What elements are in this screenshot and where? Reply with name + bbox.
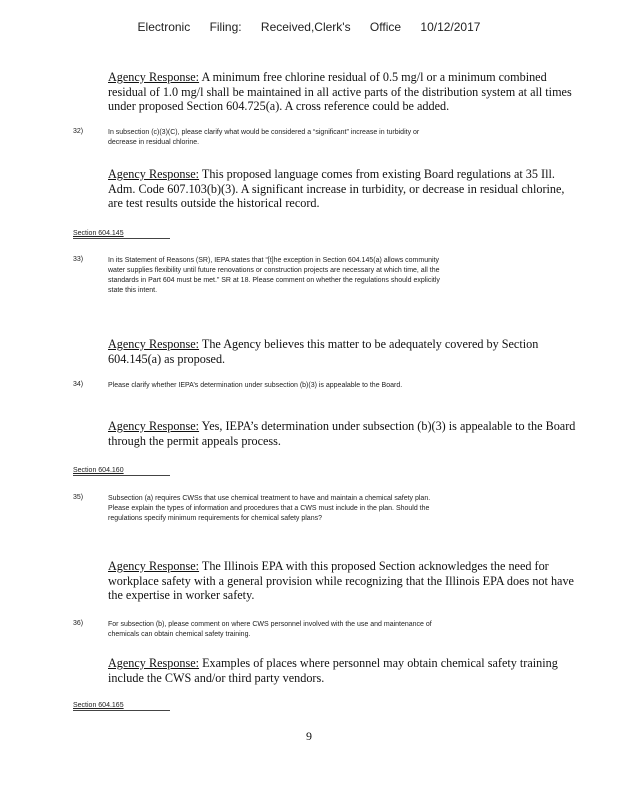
agency-response-3 [108,337,578,366]
question-36: For subsection (b), please comment on where CWS personnel involved with the use and maintenance of chemicals can obtain chemical safety training. [108,621,432,638]
response-label: Agency Response: [108,70,200,84]
filing-header [0,20,618,34]
agency-response-1 [108,70,578,114]
response-label: Agency Response: [108,337,200,351]
response-text: Examples of places where personnel may obtain chemical safety training include the CWS and/or third party vendors. [108,656,558,685]
response-text: The Agency believes this matter to be adequately covered by Section 604.145(a) as proposed. [108,337,539,366]
response-text: A minimum free chlorine residual of 0.5 mg/l or a minimum combined residual of 1.0 mg/l shall be maintained in all active parts of the distribution system at all times under proposed Section 604.725(a). A cross reference could be added. [108,70,572,114]
section-heading-604-145: Section 604.145 [73,229,170,239]
agency-response-5 [108,559,578,603]
question-34: Please clarify whether IEPA’s determination under subsection (b)(3) is appealable to the Board. [108,382,403,389]
page-number: 9 [306,729,312,743]
question-number-34: 34) [73,381,84,388]
header-office: Office [369,20,402,34]
response-text: This proposed language comes from existing Board regulations at 35 Ill. Adm. Code 607.103(b)(3). A significant increase in turbidity, or decrease in residual chlorine, are test results outside the historical record. [108,167,565,211]
question-number-32: 32) [73,128,84,135]
agency-response-4 [108,419,578,448]
question-number-33: 33) [73,256,84,263]
question-32: In subsection (c)(3)(C), please clarify what would be considered a “significant” increase in turbidity or decrease in residual chlorine. [108,129,420,146]
response-label: Agency Response: [108,167,200,181]
question-33: In its Statement of Reasons (SR), IEPA states that “[t]he exception in Section 604.145(a) allows community water supplies flexibility until future renovations or construction projects are necessary at which time, all the standards in Part 604 must be met.” SR at 18. Please comment on whether the regulations should explicitly state this intent. [108,257,440,294]
response-text: The Illinois EPA with this proposed Section acknowledges the need for workplace safety with a general provision while recognizing that the Illinois EPA does not have the expertise in worker safety. [108,559,574,603]
header-electronic: Electronic [137,20,191,34]
question-number-36: 36) [73,620,84,627]
response-label: Agency Response: [108,559,200,573]
section-heading-604-160: Section 604.160 [73,466,170,476]
response-text: Yes, IEPA’s determination under subsection (b)(3) is appealable to the Board through the permit appeals process. [108,419,576,448]
agency-response-6 [108,656,578,685]
response-label: Agency Response: [108,419,200,433]
agency-response-2 [108,167,578,211]
header-date: 10/12/2017 [420,20,481,34]
response-label: Agency Response: [108,656,200,670]
header-received: Received,Clerk's [260,20,351,34]
question-35: Subsection (a) requires CWSs that use chemical treatment to have and maintain a chemical safety plan. Please explain the types of information and procedures that a CWS must include in the plan. Should the regulations specify minimum requirements for chemical safety plans? [108,495,431,522]
header-filing: Filing: [209,20,242,34]
section-heading-604-165: Section 604.165 [73,701,170,711]
question-number-35: 35) [73,494,84,501]
